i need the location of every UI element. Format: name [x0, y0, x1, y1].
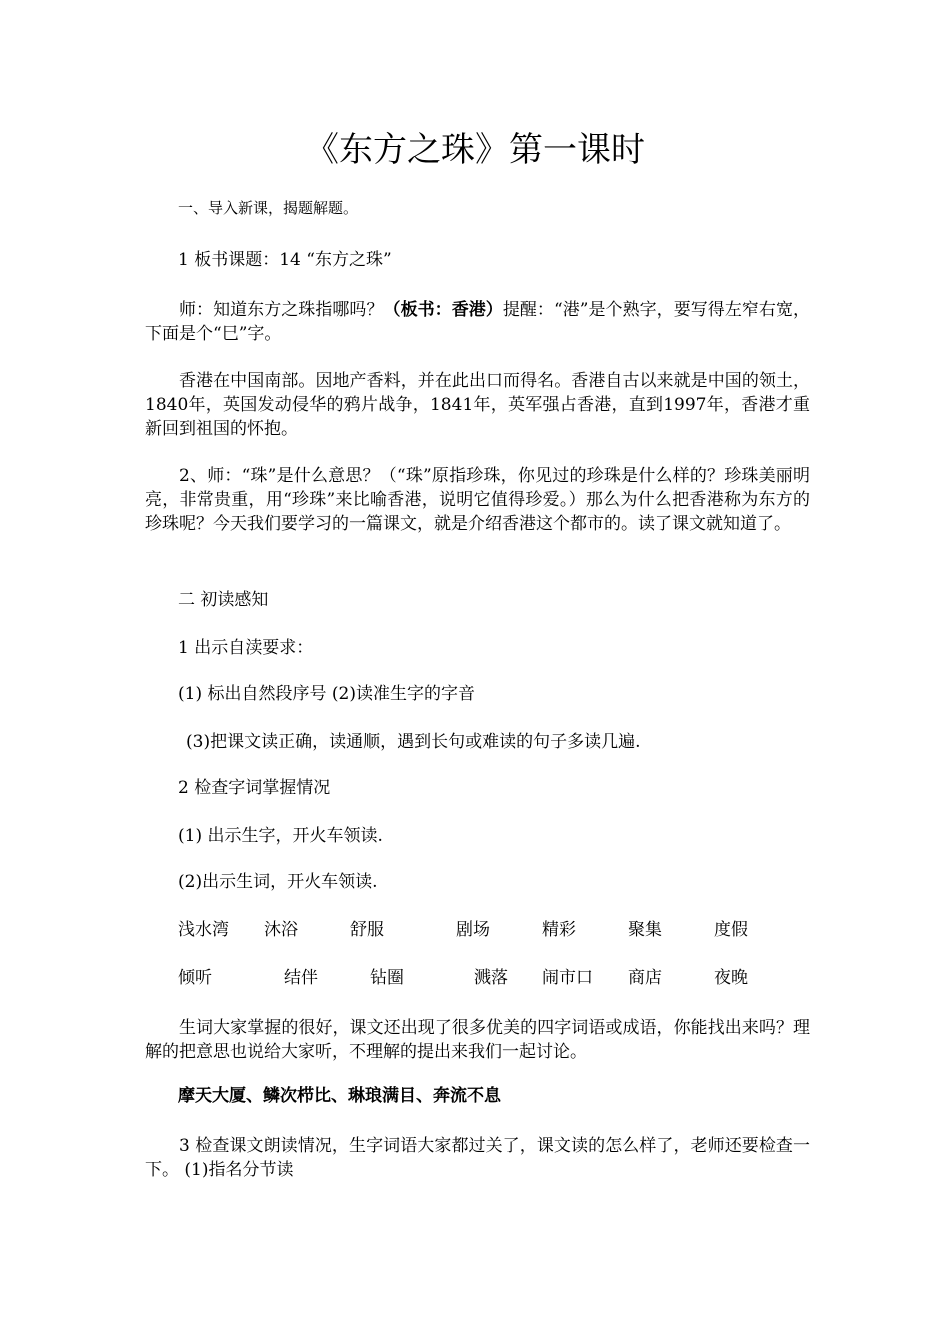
- check-words-title: 2 检查字词掌握情况: [178, 778, 331, 798]
- vocab-word: 聚集: [628, 920, 662, 940]
- document-title: 《东方之珠》第一课时: [305, 130, 645, 170]
- vocabulary-row-2: [0, 968, 950, 990]
- vocab-word: 闹市口: [542, 968, 593, 988]
- idiom-prompt-paragraph: 生词大家掌握的很好，课文还出现了很多优美的四字词语或成语，你能找出来吗？理解的把意思也说给大家听，不理解的提出来我们一起讨论。: [145, 1018, 810, 1062]
- vocab-word: 度假: [714, 920, 748, 940]
- vocab-word: 剧场: [456, 920, 490, 940]
- check-step-2: (2)出示生词，开火车领读.: [178, 872, 378, 892]
- reading-requirements-title: 1 出示自渎要求：: [178, 638, 314, 658]
- vocab-word: 结伴: [284, 968, 318, 988]
- idiom-list: 摩天大厦、鳞次栉比、琳琅满目、奔流不息: [178, 1086, 501, 1106]
- item-2-paragraph: 2、师：“珠”是什么意思？（“珠”原指珍珠，你见过的珍珠是什么样的？珍珠美丽明亮，非常贵重，用“珍珠”来比喻香港，说明它值得珍爱。）那么为什么把香港称为东方的珍珠呢？今天我们要学习的一篇课文，就是介绍香港这个都市的。读了课文就知道了。: [145, 466, 810, 534]
- writing-reminder: 提醒：“港”是个熟字，要写得左窄右宽，下面是个“巳”字。: [145, 300, 811, 344]
- board-note-hongkong: （板书：香港）: [383, 300, 503, 320]
- teacher-question-paragraph: [145, 298, 810, 346]
- vocab-word: 浅水湾: [178, 920, 229, 940]
- section-heading-1: 一、导入新课，揭题解题。: [178, 199, 359, 217]
- vocab-word: 沐浴: [264, 920, 298, 940]
- vocab-word: 商店: [628, 968, 662, 988]
- vocabulary-row-1: [0, 920, 950, 942]
- vocab-word: 钻圈: [370, 968, 404, 988]
- item-3-paragraph: 3 检查课文朗读情况，生字词语大家都过关了，课文读的怎么样了，老师还要检查一下。 (1)指名分节读: [145, 1136, 810, 1180]
- vocab-word: 舒服: [350, 920, 384, 940]
- hongkong-intro-paragraph: 香港在中国南部。因地产香料，并在此出口而得名。香港自古以来就是中国的领土，1840年，英国发动侵华的鸦片战争，1841年，英军强占香港，直到1997年，香港才重新回到祖国的怀抱。: [145, 371, 810, 439]
- reading-requirement-1-2: (1) 标出自然段序号 (2)读准生字的字音: [178, 684, 475, 704]
- item-1-board-title: 1 板书课题：14 “东方之珠”: [178, 250, 392, 270]
- vocab-word: 溅落: [474, 968, 508, 988]
- vocab-word: 夜晚: [714, 968, 748, 988]
- vocab-word: 精彩: [542, 920, 576, 940]
- teacher-question-text: 师：知道东方之珠指哪吗？: [179, 300, 384, 320]
- reading-requirement-3: (3)把课文读正确，读通顺，遇到长句或难读的句子多读几遍.: [186, 732, 641, 752]
- check-step-1: (1) 出示生字，开火车领读.: [178, 826, 383, 846]
- vocab-word: 倾听: [178, 968, 212, 988]
- section-heading-2: 二 初读感知: [178, 590, 269, 610]
